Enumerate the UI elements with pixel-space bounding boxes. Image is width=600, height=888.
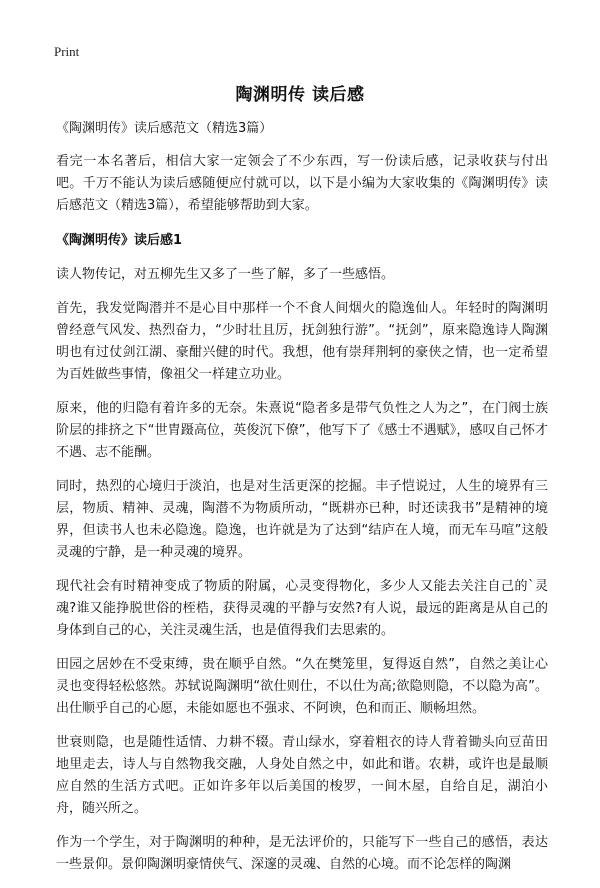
paragraph-1: 读人物传记，对五柳先生又多了一些了解，多了一些感悟。	[56, 267, 395, 282]
article-body	[56, 119, 548, 888]
paragraph-6: 田园之居妙在不受束缚，贵在顺乎自然。“久在樊笼里，复得返自然”，自然之美让心灵也变得轻松悠然。苏轼说陶渊明“欲仕则仕，不以仕为高;欲隐则隐，不以隐为高”。出仕顺乎自己的心愿，未能如愿也不强求、不阿谀，色和而正、顺畅坦然。	[56, 657, 548, 716]
article-subtitle: 《陶渊明传》读后感范文（精选3篇）	[56, 121, 273, 136]
page-title: 陶渊明传 读后感	[235, 85, 365, 105]
paragraph-8: 作为一个学生，对于陶渊明的种种，是无法评价的，只能写下一些自己的感悟，表达一些景仰。景仰陶渊明豪情侠气、深邃的灵魂、自然的心境。而不论怎样的陶渊	[56, 835, 548, 872]
paragraph-7: 世衰则隐，也是随性适情、力耕不辍。青山绿水，穿着粗衣的诗人背着锄头向豆苗田地里走去，诗人与自然物我交融，人身处自然之中，如此和谐。农耕，或许也是最顺应自然的生活方式吧。正如许多年以后美国的梭罗，一间木屋，自给自足，湖泊小舟，随兴所之。	[56, 735, 548, 816]
section-heading: 《陶渊明传》读后感1	[56, 233, 183, 248]
paragraph-5: 现代社会有时精神变成了物质的附属，心灵变得物化，多少人又能去关注自己的`灵魂?谁又能挣脱世俗的桎梏，获得灵魂的平静与安然?有人说，最远的距离是从自己的身体到自己的心，关注灵魂生活，也是值得我们去思索的。	[56, 579, 548, 638]
paragraph-4: 同时，热烈的心境归于淡泊，也是对生活更深的挖掘。丰子恺说过，人生的境界有三层，物质、精神、灵魂，陶潜不为物质所动，“既耕亦已种，时还读我书”是精神的境界，但读书人也未必隐逸。隐逸，也许就是为了达到“结庐在人境，而无车马喧”这般灵魂的宁静，是一种灵魂的境界。	[56, 479, 548, 560]
paragraph-3: 原来，他的归隐有着许多的无奈。朱熹说“隐者多是带气负性之人为之”，在门阀士族阶层的排挤之下“世胄蹑高位，英俊沉下僚”，他写下了《感士不遇赋》，感叹自己怀才不遇、志不能酬。	[56, 401, 548, 460]
intro-paragraph: 看完一本名著后，相信大家一定领会了不少东西，写一份读后感，记录收获与付出吧。千万不能认为读后感随便应付就可以，以下是小编为大家收集的《陶渊明传》读后感范文（精选3篇），希望能够帮助到大家。	[56, 154, 548, 213]
paragraph-2: 首先，我发觉陶潜并不是心目中那样一个不食人间烟火的隐逸仙人。年轻时的陶渊明曾经意气风发、热烈奋力，“少时壮且厉，抚剑独行游”。“抚剑”，原来隐逸诗人陶渊明也有过仗剑江湖、豪酣兴健的时代。我想，他有崇拜荆轲的豪侠之情，也一定希望为百姓做些事情，像祖父一样建立功业。	[56, 301, 548, 382]
print-link[interactable]: Print	[54, 44, 80, 59]
